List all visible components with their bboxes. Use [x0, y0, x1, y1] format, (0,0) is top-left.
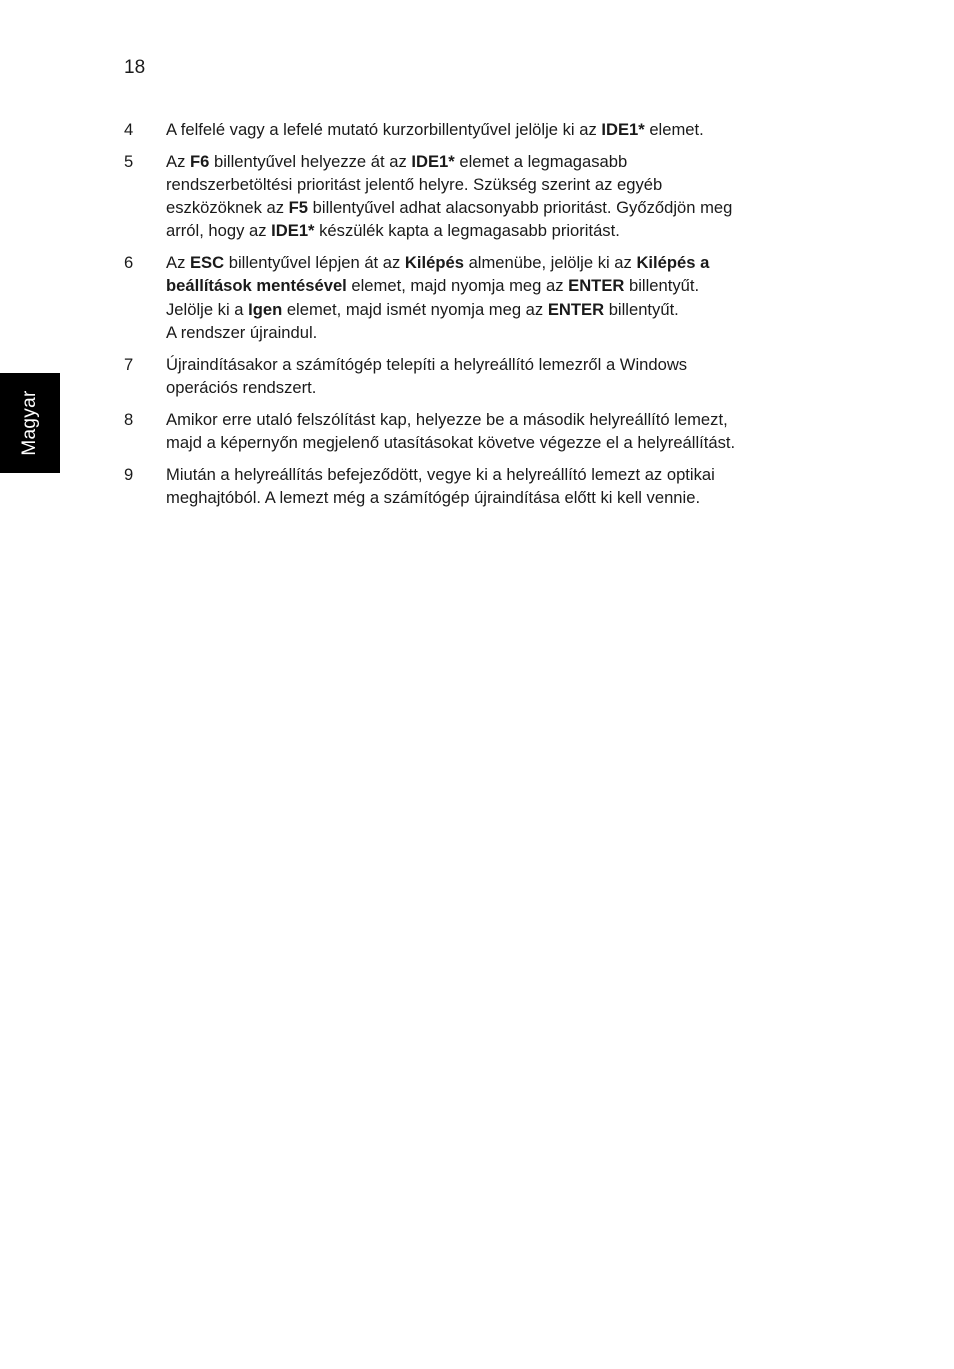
- step-text: [166, 463, 824, 509]
- text-segment: majd a képernyőn megjelenő utasításokat követve végezze el a helyreállítást.: [166, 432, 736, 452]
- text-segment: billentyűvel helyezze át az: [209, 151, 412, 171]
- text-segment: elemet, majd nyomja meg az: [346, 276, 569, 296]
- text-segment: rendszerbetöltési prioritást jelentő helyre. Szükség szerint az egyéb: [166, 175, 663, 194]
- step-line: [166, 274, 824, 297]
- step-item: [124, 118, 824, 141]
- step-line: [166, 408, 824, 431]
- step-number: 8: [124, 409, 134, 429]
- step-text: [166, 408, 824, 454]
- step-line: [166, 431, 824, 454]
- step-line: [166, 353, 824, 376]
- step-line: [166, 298, 824, 321]
- text-segment: Miután a helyreállítás befejeződött, vegye ki a helyreállító lemezt az optikai: [166, 464, 715, 484]
- text-segment: Újraindításakor a számítógép telepíti a helyreállító lemezről a Windows: [166, 354, 688, 374]
- text-segment: billentyűvel adhat alacsonyabb prioritást. Győződjön meg: [308, 198, 733, 218]
- step-line: [166, 321, 824, 344]
- text-segment: billentyűvel lépjen át az: [224, 253, 405, 273]
- step-line: [166, 463, 824, 486]
- step-line: [166, 196, 824, 219]
- step-number: 6: [124, 253, 134, 273]
- bold-term: beállítások mentésével: [166, 276, 347, 296]
- text-segment: eszközöknek az: [166, 198, 289, 218]
- step-item: [124, 251, 824, 344]
- text-segment: billentyűt.: [604, 299, 679, 319]
- step-number: 5: [124, 151, 134, 171]
- step-text: [166, 150, 824, 243]
- page-number: 18: [124, 57, 146, 78]
- bold-term: ENTER: [568, 276, 625, 296]
- text-segment: elemet.: [644, 120, 704, 139]
- instruction-steps: [124, 118, 824, 518]
- step-line: [166, 173, 824, 196]
- step-number: 4: [124, 120, 134, 139]
- step-item: [124, 150, 824, 243]
- text-segment: meghajtóból. A lemezt még a számítógép újraindítása előtt ki kell vennie.: [166, 487, 701, 507]
- text-segment: készülék kapta a legmagasabb prioritást.: [314, 221, 620, 241]
- bold-term: F6: [189, 151, 210, 171]
- text-segment: almenübe, jelölje ki az: [463, 253, 637, 273]
- step-line: [166, 376, 824, 399]
- bold-term: IDE1*: [271, 221, 315, 241]
- step-line: [166, 219, 824, 242]
- side-tab-label: Magyar: [19, 390, 40, 456]
- step-line: [166, 486, 824, 509]
- text-segment: Az: [166, 253, 190, 273]
- bold-term: IDE1*: [411, 151, 455, 171]
- bold-term: IDE1*: [601, 120, 645, 139]
- bold-term: ESC: [189, 253, 225, 273]
- bold-term: Kilépés: [404, 253, 464, 273]
- step-text: [166, 118, 824, 141]
- step-item: [124, 463, 824, 509]
- step-number: 7: [124, 354, 134, 374]
- bold-term: F5: [288, 198, 309, 218]
- text-segment: Az: [166, 151, 190, 171]
- step-text: [166, 353, 824, 399]
- step-line: [166, 251, 824, 274]
- step-line: [166, 150, 824, 173]
- bold-term: Igen: [248, 299, 283, 319]
- step-number: 9: [124, 464, 134, 484]
- bold-term: Kilépés a: [636, 253, 710, 273]
- text-segment: elemet a legmagasabb: [454, 151, 628, 171]
- step-text: [166, 251, 824, 344]
- text-segment: A felfelé vagy a lefelé mutató kurzorbillentyűvel jelölje ki az: [166, 120, 602, 139]
- text-segment: billentyűt.: [624, 276, 700, 296]
- text-segment: elemet, majd ismét nyomja meg az: [282, 299, 548, 319]
- step-item: [124, 408, 824, 454]
- bold-term: ENTER: [547, 299, 605, 319]
- text-segment: operációs rendszert.: [166, 377, 317, 397]
- language-side-tab: [0, 373, 60, 473]
- step-line: [166, 118, 824, 141]
- text-segment: Jelölje ki a: [166, 299, 249, 319]
- step-item: [124, 353, 824, 399]
- text-segment: Amikor erre utaló felszólítást kap, helyezze be a második helyreállító lemezt,: [166, 409, 728, 429]
- text-segment: arról, hogy az: [166, 221, 272, 241]
- text-segment: A rendszer újraindul.: [166, 322, 318, 342]
